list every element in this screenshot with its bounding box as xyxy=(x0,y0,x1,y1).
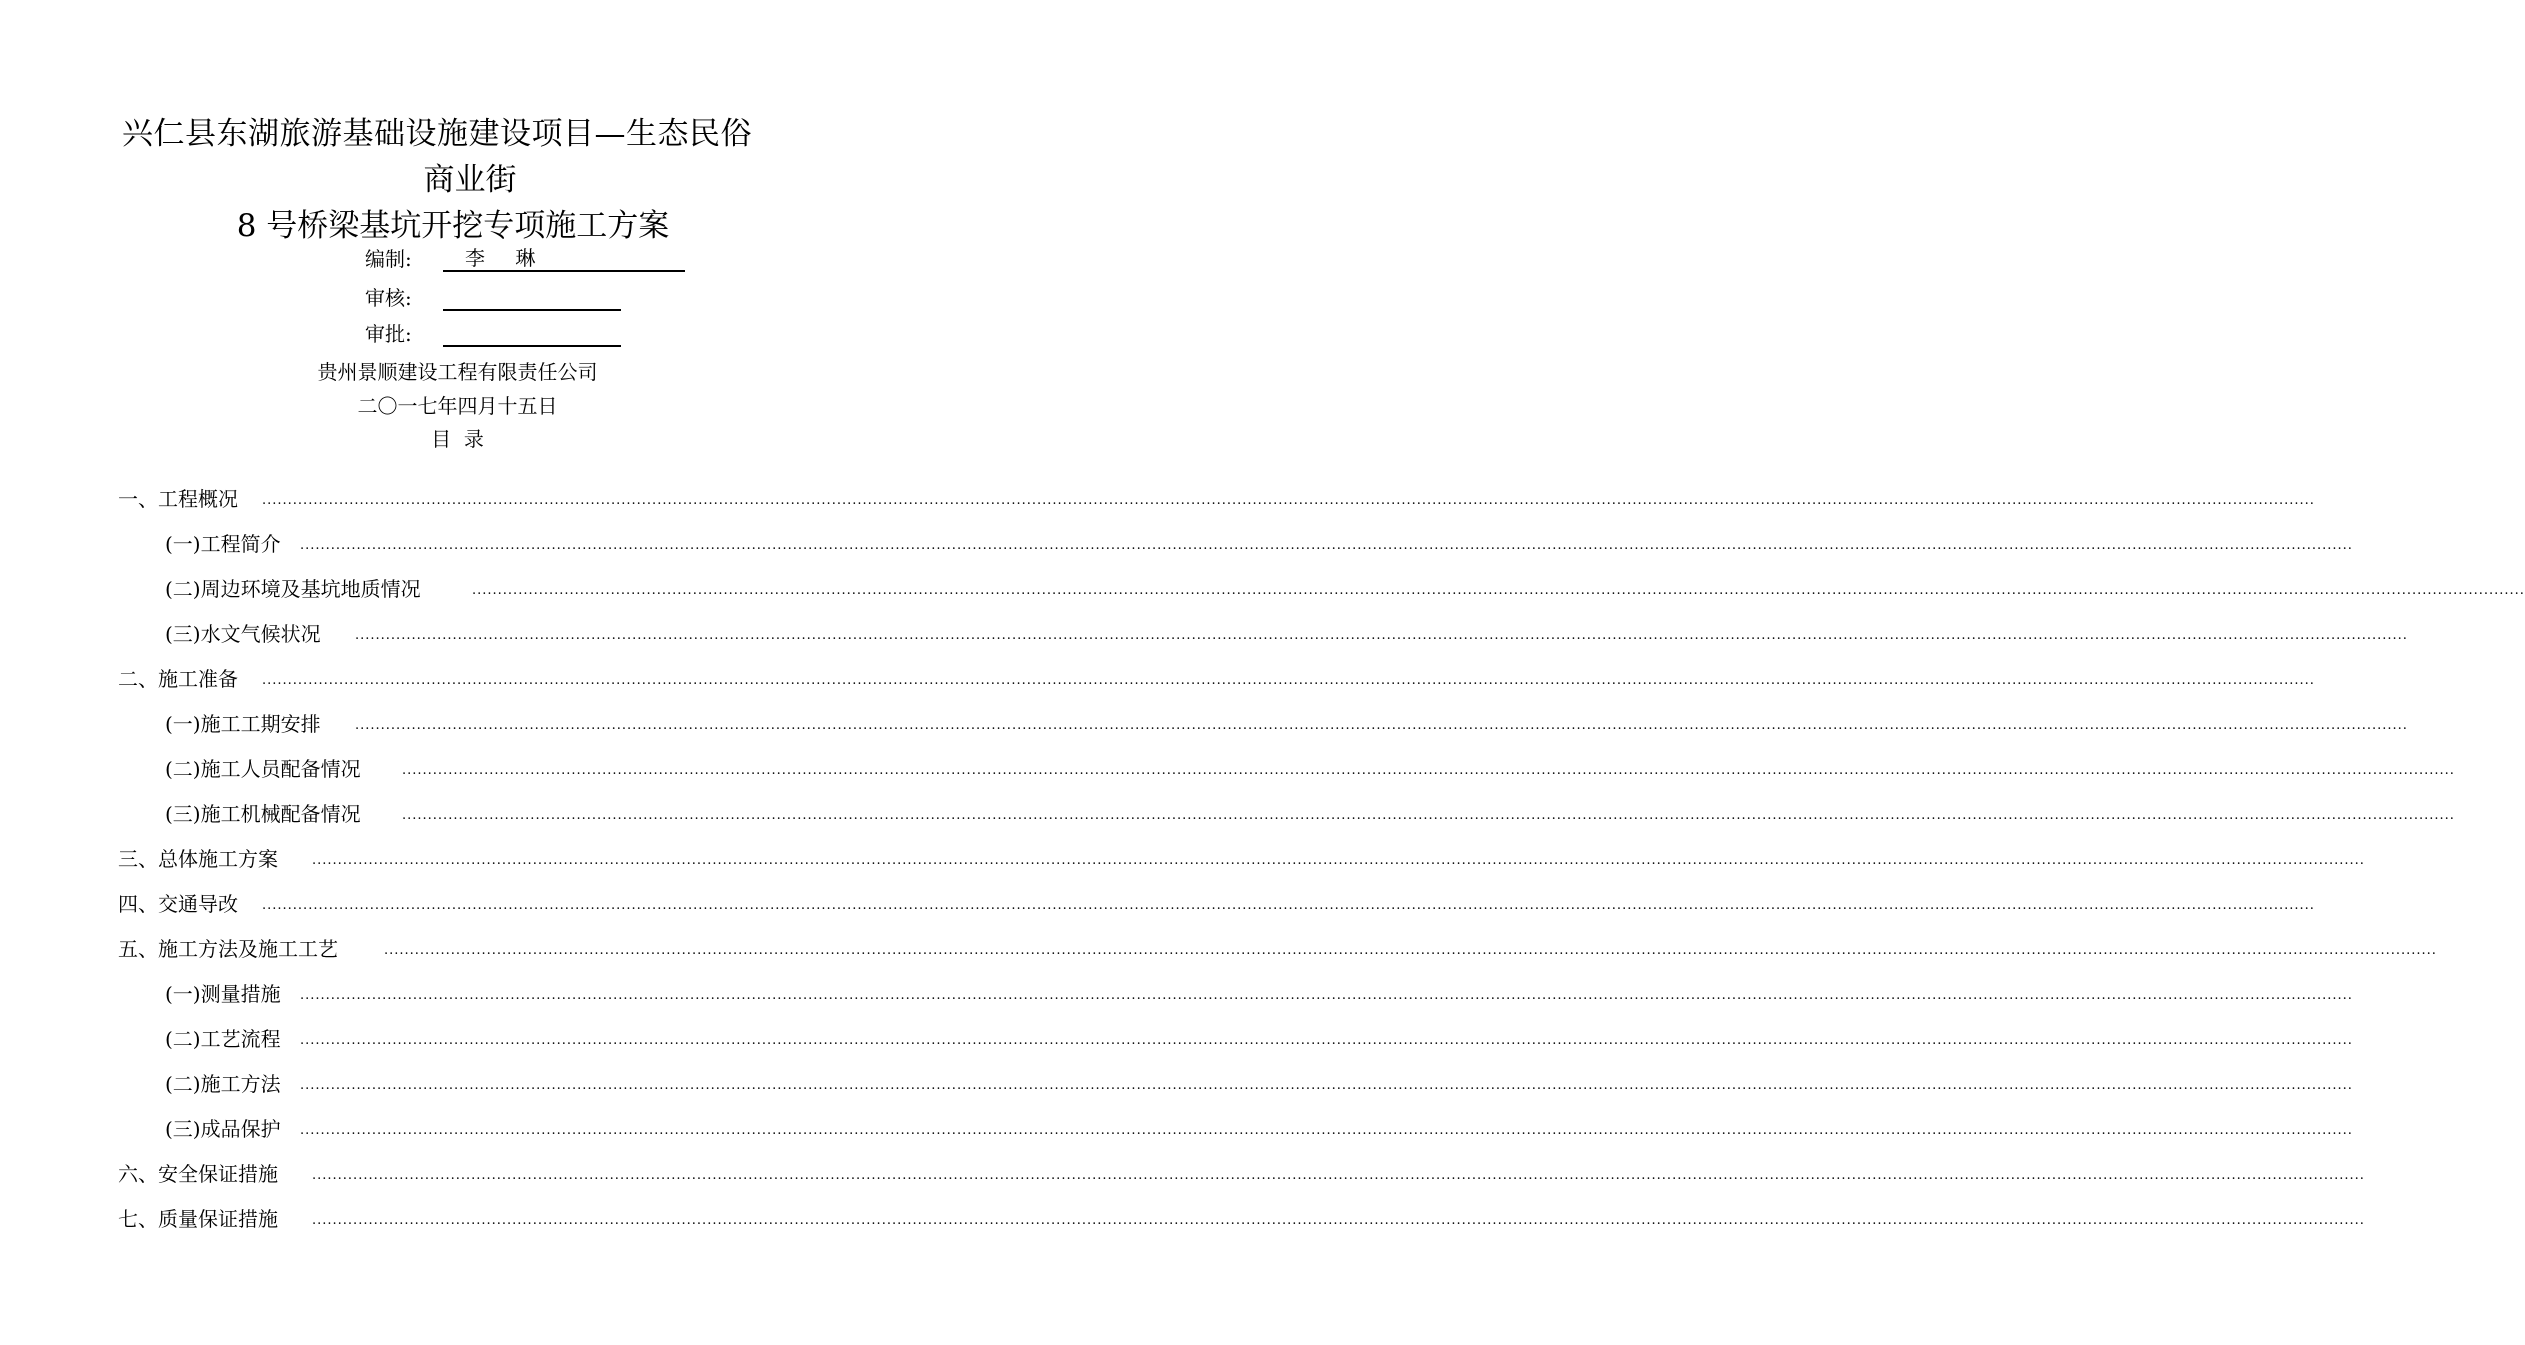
document-title-line-1: 兴仁县东湖旅游基础设施建设项目—生态民俗 xyxy=(122,116,752,152)
compiled-by-name: 李 琳 xyxy=(443,246,685,272)
company-name: 贵州景顺建设工程有限责任公司 xyxy=(317,360,598,384)
document-title-line-2: 商业街 xyxy=(423,162,517,198)
toc-leader-dots: ................................................................................................................................................................................................................................................................................................................................................................................................................ xyxy=(384,943,2437,958)
toc-item[interactable] xyxy=(165,531,2353,557)
toc-item-label: 一、工程概况 xyxy=(118,487,238,511)
toc-item-label: 五、施工方法及施工工艺 xyxy=(118,937,338,961)
toc-item-label: (二)施工人员配备情况 xyxy=(165,757,361,781)
toc-item[interactable] xyxy=(118,936,2437,962)
toc-item-label: (二)施工方法 xyxy=(165,1072,281,1096)
toc-item[interactable] xyxy=(118,486,2315,512)
approved-by-row xyxy=(365,317,621,347)
toc-item-label: (三)成品保护 xyxy=(165,1117,281,1141)
toc-leader-dots: ................................................................................................................................................................................................................................................................................................................................................................................................................ xyxy=(300,1078,2353,1093)
reviewed-by-line xyxy=(443,285,621,311)
toc-item[interactable] xyxy=(118,846,2365,872)
toc-item-label: (二)周边环境及基坑地质情况 xyxy=(165,577,421,601)
toc-leader-dots: ................................................................................................................................................................................................................................................................................................................................................................................................................ xyxy=(300,538,2353,553)
approved-by-line xyxy=(443,321,621,347)
toc-leader-dots: ................................................................................................................................................................................................................................................................................................................................................................................................................ xyxy=(355,718,2408,733)
toc-item-label: (二)工艺流程 xyxy=(165,1027,281,1051)
toc-item[interactable] xyxy=(118,666,2315,692)
toc-item[interactable] xyxy=(165,756,2455,782)
document-date: 二〇一七年四月十五日 xyxy=(357,394,558,418)
toc-leader-dots: ................................................................................................................................................................................................................................................................................................................................................................................................................ xyxy=(300,1123,2353,1138)
approved-by-label: 审批: xyxy=(365,322,412,346)
toc-item[interactable] xyxy=(165,1026,2353,1052)
toc-leader-dots: ................................................................................................................................................................................................................................................................................................................................................................................................................ xyxy=(312,1213,2365,1228)
toc-leader-dots: ................................................................................................................................................................................................................................................................................................................................................................................................................ xyxy=(300,1033,2353,1048)
toc-leader-dots: ................................................................................................................................................................................................................................................................................................................................................................................................................ xyxy=(355,628,2408,643)
toc-item[interactable] xyxy=(165,801,2455,827)
toc-item[interactable] xyxy=(165,576,2525,602)
toc-item[interactable] xyxy=(118,1161,2365,1187)
toc-leader-dots: ................................................................................................................................................................................................................................................................................................................................................................................................................ xyxy=(472,583,2525,598)
toc-item[interactable] xyxy=(165,711,2408,737)
toc-leader-dots: ................................................................................................................................................................................................................................................................................................................................................................................................................ xyxy=(300,988,2353,1003)
toc-item-label: (三)施工机械配备情况 xyxy=(165,802,361,826)
toc-item-label: 二、施工准备 xyxy=(118,667,238,691)
toc-item[interactable] xyxy=(118,1206,2365,1232)
toc-item-label: 六、安全保证措施 xyxy=(118,1162,278,1186)
toc-item[interactable] xyxy=(165,1071,2353,1097)
toc-item-label: 七、质量保证措施 xyxy=(118,1207,278,1231)
toc-leader-dots: ................................................................................................................................................................................................................................................................................................................................................................................................................ xyxy=(262,673,2315,688)
toc-leader-dots: ................................................................................................................................................................................................................................................................................................................................................................................................................ xyxy=(312,1168,2365,1183)
toc-item-label: (一)测量措施 xyxy=(165,982,281,1006)
toc-leader-dots: ................................................................................................................................................................................................................................................................................................................................................................................................................ xyxy=(262,898,2315,913)
compiled-by-label: 编制: xyxy=(365,247,412,271)
compiled-by-row xyxy=(365,242,685,272)
toc-leader-dots: ................................................................................................................................................................................................................................................................................................................................................................................................................ xyxy=(312,853,2365,868)
reviewed-by-label: 审核: xyxy=(365,286,412,310)
toc-item[interactable] xyxy=(118,891,2315,917)
reviewed-by-row xyxy=(365,281,621,311)
document-title-line-3: 8 号桥梁基坑开挖专项施工方案 xyxy=(236,208,670,244)
toc-item-label: (一)施工工期安排 xyxy=(165,712,321,736)
toc-leader-dots: ................................................................................................................................................................................................................................................................................................................................................................................................................ xyxy=(402,763,2455,778)
toc-item[interactable] xyxy=(165,981,2353,1007)
toc-item[interactable] xyxy=(165,621,2408,647)
toc-item-label: 四、交通导改 xyxy=(118,892,238,916)
toc-item[interactable] xyxy=(165,1116,2353,1142)
toc-leader-dots: ................................................................................................................................................................................................................................................................................................................................................................................................................ xyxy=(262,493,2315,508)
toc-heading: 目 录 xyxy=(431,427,484,451)
toc-leader-dots: ................................................................................................................................................................................................................................................................................................................................................................................................................ xyxy=(402,808,2455,823)
toc-item-label: (三)水文气候状况 xyxy=(165,622,321,646)
toc-item-label: (一)工程简介 xyxy=(165,532,281,556)
toc-item-label: 三、总体施工方案 xyxy=(118,847,278,871)
